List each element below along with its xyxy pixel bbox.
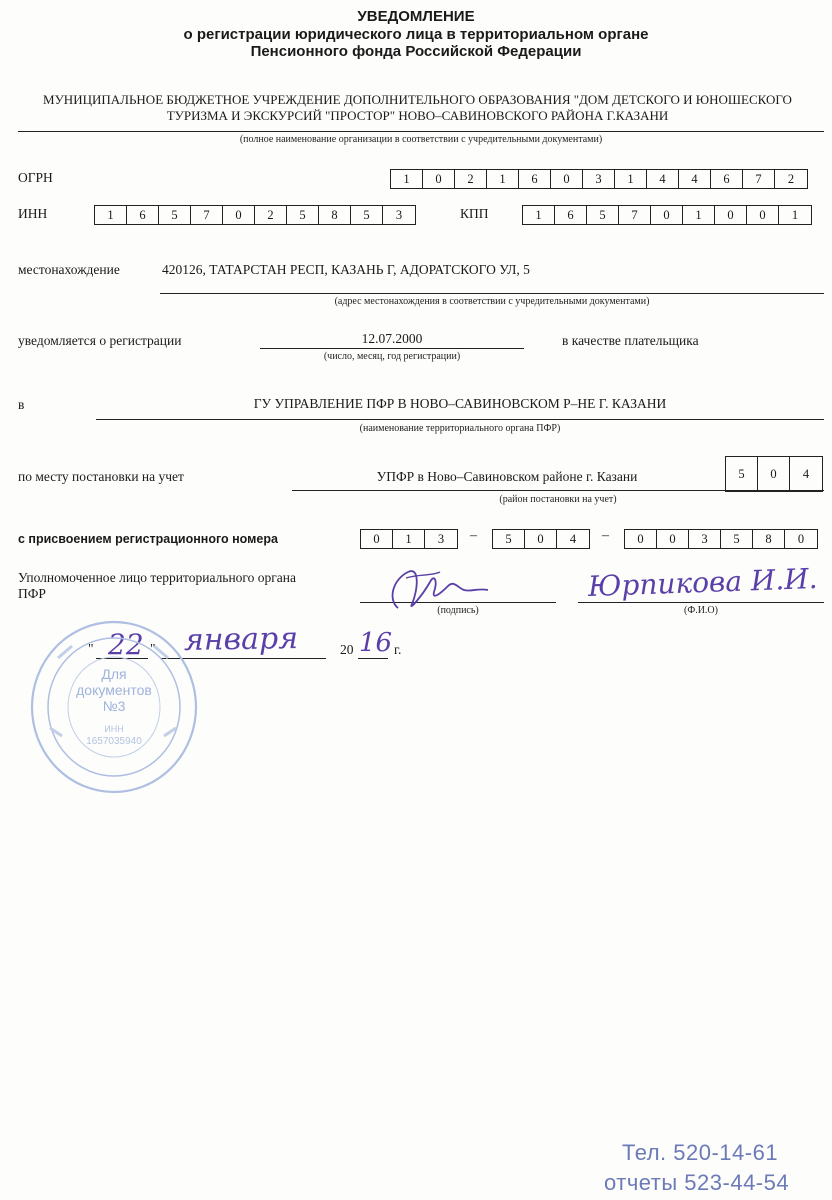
regnum-part2-boxes bbox=[492, 529, 590, 549]
ogrn-digit: 2 bbox=[787, 172, 795, 186]
document-subtitle-1: о регистрации юридического лица в территориальном органе bbox=[183, 26, 649, 43]
registration-date-underline bbox=[260, 348, 524, 349]
ogrn-digit: 0 bbox=[423, 170, 455, 188]
authority-name-handwritten: Юрпикова И.И. bbox=[587, 562, 819, 603]
location-underline bbox=[160, 293, 824, 294]
organ-label: в bbox=[18, 397, 25, 412]
regnum-dash-2: – bbox=[602, 528, 609, 543]
kpp-digit: 1 bbox=[683, 206, 715, 224]
organization-stamp bbox=[28, 618, 200, 796]
kpp-digit: 0 bbox=[747, 206, 779, 224]
regnum-part3-digit: 0 bbox=[657, 530, 689, 548]
regnum-label: с присвоением регистрационного номера bbox=[18, 532, 278, 546]
ogrn-digit: 6 bbox=[711, 170, 743, 188]
inn-digit: 5 bbox=[287, 206, 319, 224]
registration-label: уведомляется о регистрации bbox=[18, 333, 182, 348]
inn-digit: 8 bbox=[319, 206, 351, 224]
ogrn-digit: 3 bbox=[583, 170, 615, 188]
org-name-line2: ТУРИЗМА И ЭКСКУРСИЙ "ПРОСТОР" НОВО–САВИНОВСКОГО РАЙОНА Г.КАЗАНИ bbox=[166, 108, 669, 123]
ogrn-digit: 4 bbox=[679, 170, 711, 188]
regnum-part3-boxes bbox=[624, 529, 818, 549]
place-code-digit: 5 bbox=[726, 457, 758, 491]
regnum-part1-boxes bbox=[360, 529, 458, 549]
location-label: местонахождение bbox=[18, 262, 120, 277]
ogrn-digit: 2 bbox=[455, 170, 487, 188]
fio-underline bbox=[578, 602, 824, 603]
regnum-part3-digit: 3 bbox=[689, 530, 721, 548]
place-code-digit: 0 bbox=[758, 457, 790, 491]
date-year-underline bbox=[358, 658, 388, 659]
regnum-part3-digit: 0 bbox=[797, 532, 805, 546]
registration-date: 12.07.2000 bbox=[361, 331, 423, 346]
regnum-part1-digit: 3 bbox=[437, 532, 445, 546]
ogrn-digit: 6 bbox=[519, 170, 551, 188]
signature-caption: (подпись) bbox=[437, 605, 479, 616]
place-value: УПФР в Ново–Савиновском районе г. Казани bbox=[376, 469, 638, 484]
org-name-underline bbox=[18, 131, 824, 132]
date-year-prefix: 20 bbox=[340, 642, 354, 657]
kpp-digit: 7 bbox=[619, 206, 651, 224]
ogrn-digit: 1 bbox=[391, 170, 423, 188]
kpp-boxes bbox=[522, 205, 812, 225]
stamp-text-5: 1657035940 bbox=[86, 736, 142, 747]
kpp-digit: 5 bbox=[587, 206, 619, 224]
regnum-dash-1: – bbox=[470, 528, 477, 543]
org-name-line1: МУНИЦИПАЛЬНОЕ БЮДЖЕТНОЕ УЧРЕЖДЕНИЕ ДОПОЛНИТЕЛЬНОГО ОБРАЗОВАНИЯ "ДОМ ДЕТСКОГО И ЮНОШЕСКОГО bbox=[43, 92, 792, 107]
kpp-digit: 0 bbox=[715, 206, 747, 224]
fio-caption: (Ф.И.О) bbox=[683, 605, 718, 616]
location-value: 420126, ТАТАРСТАН РЕСП, КАЗАНЬ Г, АДОРАТСКОГО УЛ, 5 bbox=[162, 262, 530, 277]
ogrn-digit: 0 bbox=[551, 170, 583, 188]
date-open-quote: " bbox=[88, 641, 94, 656]
ogrn-digit: 7 bbox=[743, 170, 775, 188]
signature-scribble bbox=[378, 560, 498, 616]
regnum-part3-digit: 0 bbox=[625, 530, 657, 548]
kpp-digit: 0 bbox=[651, 206, 683, 224]
place-code-boxes bbox=[725, 456, 823, 492]
date-month-handwritten: января bbox=[183, 621, 299, 658]
location-caption: (адрес местонахождения в соответствии с учредительными документами) bbox=[334, 296, 650, 307]
regnum-part1-digit: 0 bbox=[361, 530, 393, 548]
ogrn-digit: 1 bbox=[615, 170, 647, 188]
inn-digit: 7 bbox=[191, 206, 223, 224]
date-close-quote: " bbox=[150, 641, 156, 656]
regnum-part1-digit: 1 bbox=[393, 530, 425, 548]
ogrn-boxes bbox=[390, 169, 808, 189]
regnum-part2-digit: 4 bbox=[569, 532, 577, 546]
regnum-part3-digit: 5 bbox=[721, 530, 753, 548]
registration-date-caption: (число, месяц, год регистрации) bbox=[323, 351, 461, 362]
place-code-digit: 4 bbox=[802, 467, 810, 481]
document-subtitle-2: Пенсионного фонда Российской Федерации bbox=[250, 43, 582, 60]
kpp-digit: 6 bbox=[555, 206, 587, 224]
stamp-text-1: Для bbox=[101, 666, 127, 682]
kpp-digit: 1 bbox=[791, 208, 799, 222]
date-year-handwritten: 16 bbox=[359, 628, 393, 658]
kpp-label: КПП bbox=[460, 206, 489, 221]
org-name-caption: (полное наименование организации в соответствии с учредительными документами) bbox=[239, 134, 603, 145]
inn-digit: 6 bbox=[127, 206, 159, 224]
inn-digit: 2 bbox=[255, 206, 287, 224]
stamp-text-3: №3 bbox=[102, 698, 126, 714]
authority-label-2: ПФР bbox=[18, 586, 46, 601]
regnum-part2-digit: 0 bbox=[525, 530, 557, 548]
inn-digit: 1 bbox=[95, 206, 127, 224]
ogrn-digit: 1 bbox=[487, 170, 519, 188]
date-day-handwritten: 22 bbox=[108, 628, 144, 661]
inn-digit: 3 bbox=[395, 208, 403, 222]
inn-label: ИНН bbox=[18, 206, 48, 221]
inn-digit: 0 bbox=[223, 206, 255, 224]
inn-digit: 5 bbox=[351, 206, 383, 224]
inn-digit: 5 bbox=[159, 206, 191, 224]
regnum-part2-digit: 5 bbox=[493, 530, 525, 548]
inn-boxes bbox=[94, 205, 416, 225]
ogrn-digit: 4 bbox=[647, 170, 679, 188]
date-year-mark: г. bbox=[394, 642, 402, 657]
kpp-digit: 1 bbox=[523, 206, 555, 224]
organ-value: ГУ УПРАВЛЕНИЕ ПФР В НОВО–САВИНОВСКОМ Р–НЕ Г. КАЗАНИ bbox=[253, 396, 667, 411]
phone-line-1: Тел. 520-14-61 bbox=[622, 1140, 779, 1165]
stamp-text-2: документов bbox=[76, 682, 152, 698]
authority-label-1: Уполномоченное лицо территориального органа bbox=[18, 570, 297, 585]
registration-suffix: в качестве плательщика bbox=[562, 333, 699, 348]
phone-line-2: отчеты 523-44-54 bbox=[604, 1170, 790, 1195]
organ-caption: (наименование территориального органа ПФР) bbox=[359, 423, 561, 434]
regnum-part3-digit: 8 bbox=[753, 530, 785, 548]
stamp-text-4: ИНН bbox=[104, 724, 124, 734]
place-caption: (район постановки на учет) bbox=[499, 494, 617, 505]
ogrn-label: ОГРН bbox=[18, 170, 53, 185]
organ-underline bbox=[96, 419, 824, 420]
place-label: по месту постановки на учет bbox=[18, 469, 184, 484]
document-title: УВЕДОМЛЕНИЕ bbox=[357, 8, 475, 25]
